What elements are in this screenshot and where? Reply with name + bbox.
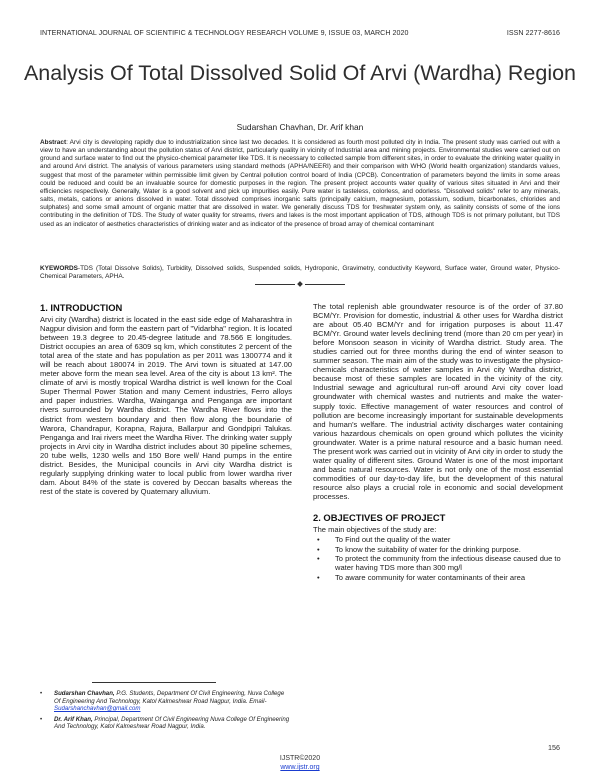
introduction-heading: 1. INTRODUCTION [40, 302, 123, 313]
bullet-icon: • [317, 544, 320, 554]
introduction-continued-text: The total replenish able groundwater resource is of the order of 37.80 BCM/Yr. Provision for domestic, industrial & other uses for Wardha district are about 05.40 BCM/Yr and for irrigation purposes is about 11.47 BCM/Yr. Ground water levels declining trend (more than 20 cm per year) in before Monsoon season in vicinity of Wardha district. Study area. The studies carried out for three months during the end of winter season to summer season. The main aim of the study was to investigate the physico-chemicals characteristics of water samples in Arvi city Wardha district, because most of these samples are located in the vicinity of the city. Industrial sewage and agricultural run-off around Arvi city cover load groundwater with chemical wastes and nutrients and make the water-supply toxic. Effective management of water resources and control of pollution are become increasingly important for sustainable developments and human's welfare. The industrial activity discharges water containing various hazardous chemicals on open ground which pollutes the vicinity groundwater. Water is a prime natural resource and a basic human need. The present work was carried out in vicinity of Arvi city in order to study the water quality of different sites. Ground Water is one of the most important and basic natural resources. Water is not only one of the most essential commodities of our day-to-day life, but the development of this natural resource also plays a crucial role in economic and social development processes. [313, 302, 563, 501]
footnote-author-name: Dr. Arif Khan, [54, 715, 93, 723]
footnote-author-affiliation: Principal, Department Of Civil Engineering Nuva College Of Engineering And Technology, Katol Kalmeshwar Road Nagpur, India. [54, 715, 290, 730]
keywords-text: -TDS (Total Dissolve Solids), Turbidity, Dissolved solids, Suspended solids, Hydroponic, Gravimetry, conductivity Keyword, Surface water, Ground water, Physico-Chemical Parameters, APHA. [40, 265, 560, 281]
objectives-intro: The main objectives of the study are: [313, 525, 437, 535]
paper-title: Analysis Of Total Dissolved Solid Of Arvi (Wardha) Region [23, 61, 577, 85]
separator-line [255, 284, 295, 285]
website-link[interactable]: www.ijstr.org [280, 764, 320, 771]
running-header [40, 29, 560, 39]
author-email-link[interactable]: Sudarshanchavhan@gmail.com [54, 705, 141, 712]
introduction-text: Arvi city (Wardha) district is located in the east side edge of Maharashtra in Nagpur division and form the eastern part of "Vidarbha" region. It is located between 19.3 degree to 20.45-degree latitude and 78.566 E longitudes. District occupies an area of 6309 sq km, which constitutes 2 percent of the total area of the state and has population as per 2011 was 1300774 and it will be reach about 180074 in 2019. The Arvi town is situated at 147.00 meter above form the mean sea level. Area of the city is about 13 km². The climate of arvi is mostly tropical Wardha district is well known for the Coal Super Thermal Power Station and many Cement industries, Ferro alloys and paper industries. Wardha, Wainganga and Penganga are important rivers surrounded by Wardha district. The Wardha River flows into the district from western boundary and then flow along the boundarie of Warora, Chandrapur, Korapna, Rajura, Ballarpur and Gondpipri Talukas. Penganga and Irai rivers meet the Wardha River. The drinking water supply projects in Arvi city in Wardha district includes about 30 pipeline schemes, 20 tube wells, 1230 wells and 150 Bore well/ Hand pumps in the entire district. Besides, the Municipal councils in Arvi city Wardha district is regularly supplying drinking water to local public from lower wardha river dam. About 84% of the state is covered by Deccan basalts whereas the rest of the state is covered by Quaternary alluvium. [40, 315, 292, 496]
footer-code: IJSTR©2020 [279, 755, 321, 762]
list-item: • To know the suitability of water for the drinking purpose. [317, 544, 521, 554]
objectives-list [313, 535, 563, 582]
diamond-icon [297, 281, 303, 287]
separator-line [305, 284, 345, 285]
abstract-text: : Arvi city is developing rapidly due to industrialization since last two decades. It is considered as fourth most polluted city in India. The present study was carried out with a view to have an understanding about the pollution status of Arvi district, particularly quality in vicinity of Industrial area and mining projects. Environmental studies were carried out on ground and surface water to find out the physico-chemical parameter like TDS. It is necessary to collected sample from different sites, in order to evaluate the drinking water quality in and around Arvi district. The analysis of various parameters using standard methods (APHA/NEERI) and their comparison with WHO (World health organization) standards values, suggest that most of the parameter within permissible limit given by Central pollution control board of India (CPCB). Concentration of parameters beyond the limits in some areas could be reduced and could be an invaluable source for domestic purposes in the region. The present project accounts water quality of various sites situated in Arvi and their efficiencies respectively. Generally, Water is a good solvent and pick up impurities easily. Pure water is tasteless, colorless, and odorless. "Dissolved solids" refer to any minerals, salts, metals, cations or anions dissolved in water. Total dissolved comprises inorganic salts (principally calcium, magnesium, potassium, sodium, bicarbonates, chlorides and sulphates) and some small amount of organic matter that are dissolved in water. We generally discuss TDS for freshwater system only, as salinity consists of some of the ions contributing in the definition of TDS. The Study of water quality for streams, rivers and lakes is the most important application of TDS, although TDS is not primary pollutant, but TDS used as an indicator of aesthetics characteristics of drinking water and as indicator of the presence of broad array of chemical contaminant [40, 139, 560, 228]
bullet-icon: • [317, 572, 320, 582]
keywords-label: KYEWORDS [40, 265, 78, 272]
bullet-icon: • [40, 715, 43, 723]
footnote-author-affiliation: P.G. Students, Department Of Civil Engineering, Nuva College Of Engineering And Technology, Katol Kalmeshwar Road Nagpur, India. Email- [54, 690, 285, 705]
list-item: • To aware community for water contaminants of their area [317, 572, 526, 582]
page-footer [0, 754, 600, 772]
footnote-author-name: Sudarshan Chavhan, [54, 690, 115, 697]
journal-name: INTERNATIONAL JOURNAL OF SCIENTIFIC & TECHNOLOGY RESEARCH VOLUME 9, ISSUE 03, MARCH 2020 [40, 29, 409, 37]
footnote-item [40, 716, 292, 731]
right-column [313, 302, 563, 582]
keywords [40, 265, 560, 286]
left-column [40, 302, 292, 496]
objectives-heading: 2. OBJECTIVES OF PROJECT [313, 512, 446, 524]
bullet-icon: • [317, 535, 320, 545]
footnote-rule [92, 682, 216, 683]
paper-authors: Sudarshan Chavhan, Dr. Arif khan [236, 122, 364, 132]
bullet-icon: • [40, 690, 43, 697]
list-item: • To Find out the quality of the water [317, 535, 451, 545]
list-item: • To protect the community from the infectious disease caused due to water having TDS more than 300 mg/l [317, 554, 561, 573]
abstract-label: Abstract [40, 139, 67, 146]
section-separator [40, 282, 560, 286]
abstract [40, 139, 560, 229]
issn: ISSN 2277-8616 [506, 29, 560, 37]
bullet-icon: • [317, 554, 320, 564]
footnote-item [40, 690, 292, 713]
author-footnotes [40, 690, 292, 734]
page-number: 156 [548, 743, 560, 752]
